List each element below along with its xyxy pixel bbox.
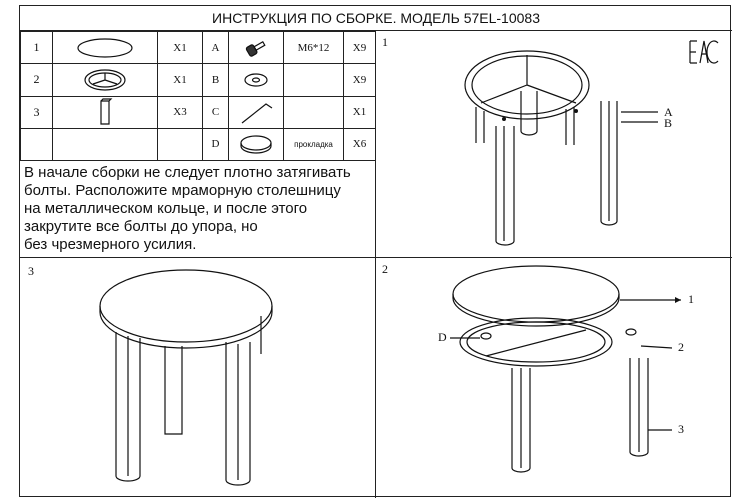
step-3-panel	[20, 258, 375, 498]
leg-icon	[53, 96, 158, 128]
hardware-letter: D	[203, 128, 229, 160]
step-3-drawing	[20, 258, 375, 498]
step-2-panel	[376, 258, 731, 498]
hardware-spec: M6*12	[284, 32, 344, 64]
part-qty	[158, 128, 203, 160]
note-line: В начале сборки не следует плотно затягивать	[24, 164, 351, 181]
hardware-letter: A	[203, 32, 229, 64]
assembly-note	[24, 164, 374, 254]
hex-key-icon	[229, 96, 284, 128]
hardware-spec	[284, 96, 344, 128]
note-line: болты. Расположите мраморную столешницу	[24, 182, 341, 199]
part-number: 2	[21, 64, 53, 96]
hardware-spec	[284, 64, 344, 96]
part-qty: X1	[158, 64, 203, 96]
table-row	[21, 128, 376, 160]
part-qty: X3	[158, 96, 203, 128]
table-row	[21, 64, 376, 96]
pad-icon	[229, 128, 284, 160]
step-1-drawing	[376, 31, 731, 257]
callout-label: 1	[688, 292, 694, 306]
hardware-qty: X9	[344, 64, 376, 96]
parts-table	[20, 31, 376, 161]
step-1-panel	[376, 31, 731, 257]
hardware-spec: прокладка	[284, 128, 344, 160]
hardware-qty: X1	[344, 96, 376, 128]
empty-cell	[53, 128, 158, 160]
callout-label: D	[438, 330, 447, 344]
hardware-qty: X9	[344, 32, 376, 64]
step-number: 1	[382, 35, 388, 49]
washer-icon	[229, 64, 284, 96]
callout-label: A	[664, 105, 673, 119]
page-title: ИНСТРУКЦИЯ ПО СБОРКЕ. МОДЕЛЬ 57EL-10083	[20, 6, 732, 31]
hardware-letter: B	[203, 64, 229, 96]
callout-label: 3	[678, 422, 684, 436]
ring-frame-icon	[53, 64, 158, 96]
instruction-sheet	[19, 5, 731, 497]
bolt-icon	[229, 32, 284, 64]
note-line: без чрезмерного усилия.	[24, 236, 197, 253]
part-number	[21, 128, 53, 160]
eac-mark-icon	[687, 39, 721, 65]
step-number: 3	[28, 264, 34, 278]
tabletop-icon	[53, 32, 158, 64]
callout-label: 2	[678, 340, 684, 354]
part-qty: X1	[158, 32, 203, 64]
table-row	[21, 32, 376, 64]
note-line: закрутите все болты до упора, но	[24, 218, 258, 235]
callout-label: B	[664, 116, 673, 130]
part-number: 3	[21, 96, 53, 128]
table-row	[21, 96, 376, 128]
note-line: на металлическом кольце, и после этого	[24, 200, 308, 217]
part-number: 1	[21, 32, 53, 64]
hardware-qty: X6	[344, 128, 376, 160]
step-number: 2	[382, 262, 388, 276]
hardware-letter: C	[203, 96, 229, 128]
step-2-drawing	[376, 258, 731, 498]
